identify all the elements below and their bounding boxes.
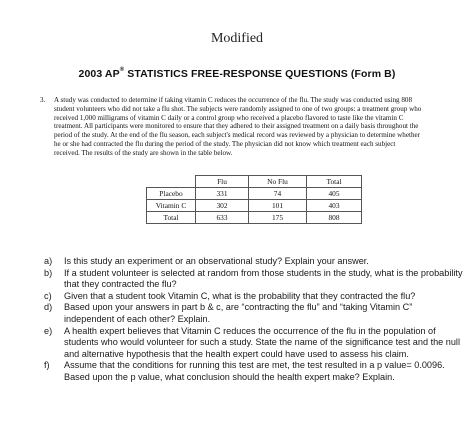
list-item <box>44 360 464 383</box>
table-cell: 101 <box>249 200 307 212</box>
exam-title <box>0 68 474 80</box>
question-parts-list <box>44 256 464 384</box>
part-text: A health expert believes that Vitamin C reduces the occurrence of the flu in the population of students who would volunteer for such a study. State the name of the significance test and the null and alternative hypothesis that the health expert could have used to assess his claim. <box>64 325 460 359</box>
table-cell: 74 <box>249 188 307 200</box>
part-letter: b) <box>44 267 53 278</box>
registered-mark: ® <box>119 67 125 73</box>
table-row-label: Placebo <box>147 188 196 200</box>
table-cell: 808 <box>307 212 362 224</box>
table-header-cell: Total <box>307 176 362 188</box>
table-corner-cell <box>147 176 196 188</box>
table-row <box>147 188 362 200</box>
table-header-cell: Flu <box>196 176 249 188</box>
part-text: If a student volunteer is selected at random from those students in the study, what is the probability that they contracted the flu? <box>64 267 463 290</box>
part-letter: c) <box>44 290 52 301</box>
table-row <box>147 212 362 224</box>
part-text: Is this study an experiment or an observational study? Explain your answer. <box>64 256 369 266</box>
list-item <box>44 326 464 361</box>
part-letter: d) <box>44 302 53 313</box>
table-header-row <box>147 176 362 188</box>
exam-title-year-ap: 2003 AP <box>78 68 120 80</box>
exam-title-rest: STATISTICS FREE-RESPONSE QUESTIONS (Form B) <box>124 68 396 80</box>
list-item <box>44 302 464 325</box>
table-header-cell: No Flu <box>249 176 307 188</box>
table-cell: 405 <box>307 188 362 200</box>
part-text: Given that a student took Vitamin C, what is the probability that they contracted the flu? <box>64 290 416 301</box>
part-letter: f) <box>44 360 50 371</box>
table-cell: 331 <box>196 188 249 200</box>
table-cell: 302 <box>196 200 249 212</box>
table-cell: 633 <box>196 212 249 224</box>
part-letter: e) <box>44 325 53 336</box>
results-table <box>146 175 362 224</box>
list-item <box>44 268 464 291</box>
document-header-title: Modified <box>210 31 264 46</box>
table-row <box>147 200 362 212</box>
table-row-label: Vitamin C <box>147 200 196 212</box>
question-number: 3. <box>40 96 46 104</box>
part-text: Based upon your answers in part b & c, are “contracting the flu” and “taking Vitamin C” independent of each other? Explain. <box>64 302 413 324</box>
list-item <box>44 256 464 268</box>
table-cell: 175 <box>249 212 307 224</box>
list-item <box>44 291 464 303</box>
table-row-label: Total <box>147 212 196 224</box>
table-cell: 403 <box>307 200 362 212</box>
question-prompt: A study was conducted to determine if taking vitamin C reduces the occurrence of the flu. The study was conducted using 808 student volunteers who did not take a flu shot. The subjects were randomly assigned to one of two groups: a treatment group who received 1,000 milligrams of vitamin C daily or a control group who received a placebo flavored to taste like the vitamin C treatment. All participants were monitored to ensure that they adhered to their assigned treatment on a daily basis throughout the period of the study. At the end of the flu season, each subject's medical record was reviewed by a physician to determine whether he or she had contracted the flu during the period of the study. The physician did not know which treatment each subject received. The results of the study are shown in the table below. <box>54 96 422 157</box>
part-letter: a) <box>44 256 53 266</box>
part-text: Assume that the conditions for running this test are met, the test resulted in a p value= 0.0096. Based upon the p value, what conclusion should the health expert make? Explain. <box>64 360 445 382</box>
